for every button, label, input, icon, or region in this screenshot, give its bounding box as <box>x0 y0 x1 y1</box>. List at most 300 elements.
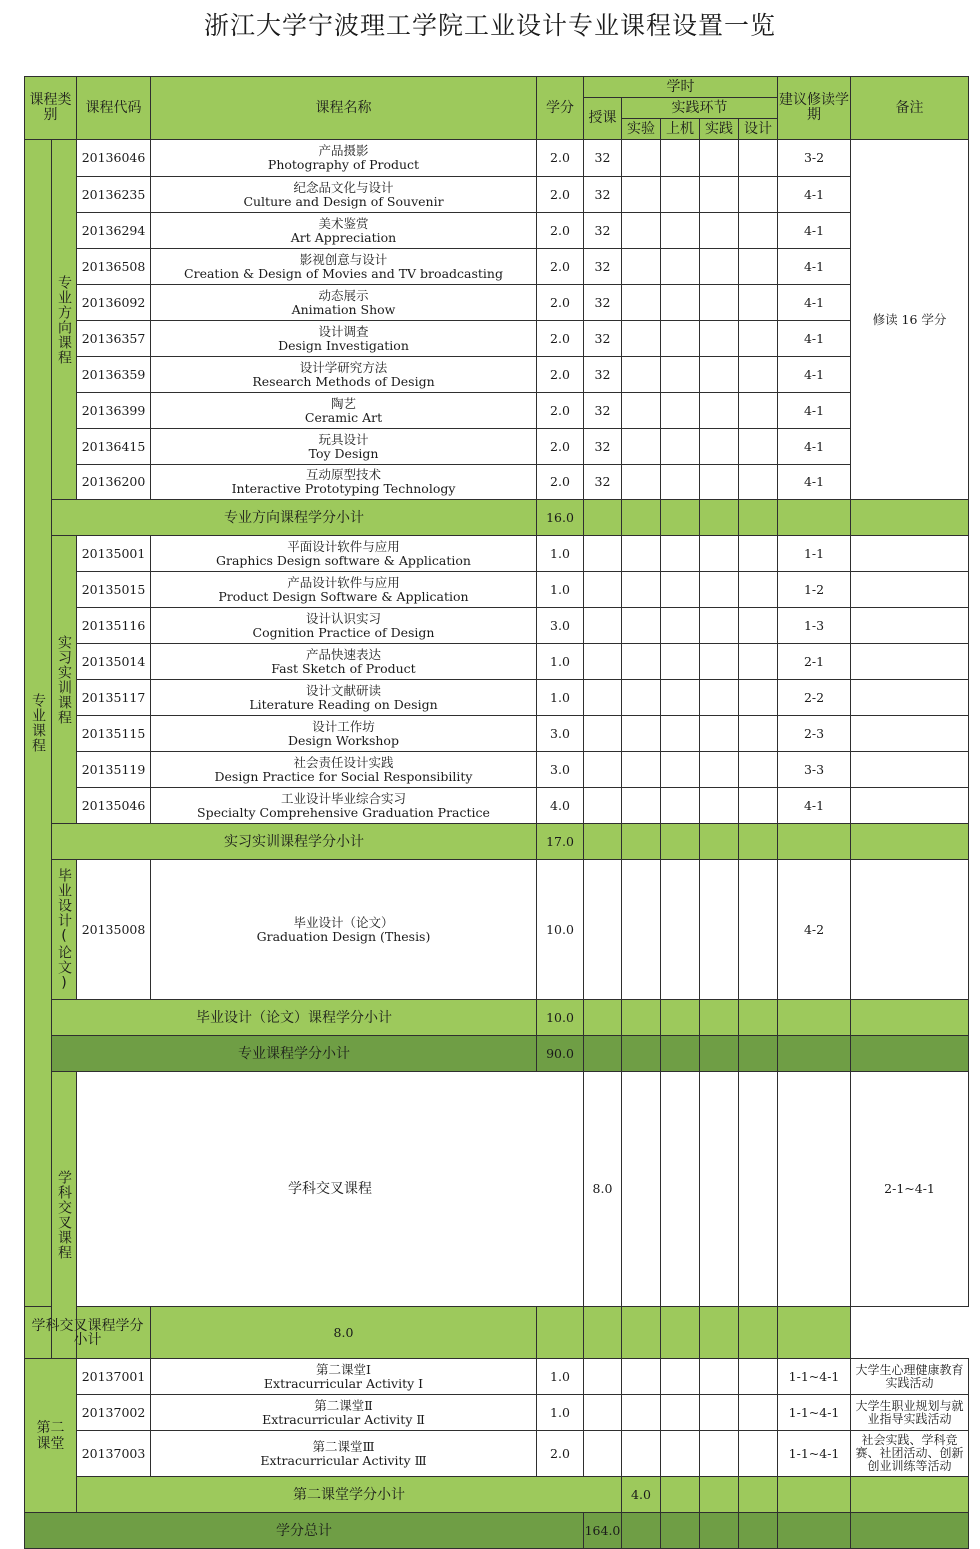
table-row <box>25 752 969 788</box>
table-row <box>25 716 969 752</box>
course-credit: 2.0 <box>537 249 584 285</box>
empty-cell <box>739 860 778 1000</box>
interdisciplinary-subtotal: 8.0 <box>151 1307 537 1359</box>
header-name: 课程名称 <box>151 77 537 140</box>
empty-cell <box>584 1431 622 1477</box>
empty-cell <box>700 1072 739 1307</box>
table-row <box>25 429 969 465</box>
empty-cell <box>851 1000 969 1036</box>
course-name-en: Animation Show <box>291 301 396 317</box>
category-interdisciplinary: 学科交叉课程 <box>52 1072 77 1359</box>
empty-cell <box>739 572 778 608</box>
course-term: 2-2 <box>778 680 851 716</box>
course-name-en: Creation & Design of Movies and TV broadcasting <box>184 265 503 281</box>
empty-cell <box>661 1036 700 1072</box>
empty-cell <box>700 716 739 752</box>
table-row <box>25 140 969 177</box>
practice-subtotal-label: 实习实训课程学分小计 <box>52 824 537 860</box>
empty-cell <box>584 680 622 716</box>
course-term: 4-1 <box>778 465 851 500</box>
empty-cell <box>700 465 739 500</box>
empty-cell <box>622 536 661 572</box>
course-name <box>151 752 537 788</box>
course-name <box>151 140 537 177</box>
empty-cell <box>739 177 778 213</box>
course-code: 20135008 <box>77 860 151 1000</box>
empty-cell <box>622 1072 661 1307</box>
course-code: 20135015 <box>77 572 151 608</box>
course-name <box>151 213 537 249</box>
empty-cell <box>700 1431 739 1477</box>
empty-cell <box>661 644 700 680</box>
header-term: 建议修读学期 <box>778 77 851 140</box>
empty-cell <box>739 1307 778 1359</box>
empty-cell <box>739 465 778 500</box>
empty-cell <box>622 608 661 644</box>
course-name-cn: 第二课堂Ⅲ <box>312 1438 375 1454</box>
empty-cell <box>700 608 739 644</box>
empty-cell <box>661 860 700 1000</box>
empty-cell <box>700 860 739 1000</box>
empty-cell <box>700 572 739 608</box>
course-name-cn: 工业设计毕业综合实习 <box>280 790 406 806</box>
table-row <box>25 1431 969 1477</box>
empty-cell <box>622 752 661 788</box>
header-lecture: 授课 <box>584 98 622 140</box>
course-term: 4-1 <box>778 429 851 465</box>
empty-cell <box>661 536 700 572</box>
course-term: 4-1 <box>778 285 851 321</box>
interdisciplinary-subtotal-label: 学科交叉课程学分小计 <box>25 1307 151 1359</box>
empty-cell <box>700 357 739 393</box>
course-credit: 2.0 <box>537 140 584 177</box>
course-name-cn: 产品摄影 <box>318 143 369 158</box>
course-name-cn: 影视创意与设计 <box>299 251 388 267</box>
header-computer: 上机 <box>661 119 700 140</box>
category-second: 第二课堂 <box>25 1359 77 1513</box>
course-credit: 2.0 <box>537 285 584 321</box>
course-name-en: Toy Design <box>308 445 379 461</box>
empty-cell <box>661 680 700 716</box>
course-credit: 10.0 <box>537 860 584 1000</box>
empty-cell <box>584 572 622 608</box>
course-term: 3-2 <box>778 140 851 177</box>
table-row <box>25 249 969 285</box>
course-term: 2-1~4-1 <box>851 1072 969 1307</box>
empty-cell <box>584 500 622 536</box>
empty-cell <box>700 1477 739 1513</box>
empty-cell <box>584 788 622 824</box>
course-term: 1-1 <box>778 536 851 572</box>
course-credit: 1.0 <box>537 572 584 608</box>
header-category: 课程类别 <box>25 77 77 140</box>
course-name <box>151 357 537 393</box>
header-credit: 学分 <box>537 77 584 140</box>
category-practice: 实习实训课程 <box>52 536 77 824</box>
course-code: 20136508 <box>77 249 151 285</box>
empty-cell <box>661 1431 700 1477</box>
major-subtotal: 90.0 <box>537 1036 584 1072</box>
table-row <box>25 1359 969 1395</box>
empty-cell <box>739 213 778 249</box>
course-name-en: Extracurricular Activity Ⅰ <box>263 1375 424 1391</box>
empty-cell <box>661 249 700 285</box>
empty-cell <box>661 1072 700 1307</box>
empty-cell <box>622 393 661 429</box>
empty-cell <box>778 1307 851 1359</box>
empty-cell <box>622 1359 661 1395</box>
course-term: 1-1~4-1 <box>778 1359 851 1395</box>
page-title: 浙江大学宁波理工学院工业设计专业课程设置一览 <box>203 11 776 40</box>
empty-cell <box>739 752 778 788</box>
empty-cell <box>700 680 739 716</box>
empty-cell <box>622 1513 661 1549</box>
empty-cell <box>700 1307 739 1359</box>
course-code: 20135046 <box>77 788 151 824</box>
course-code: 20135001 <box>77 536 151 572</box>
course-term: 4-1 <box>778 393 851 429</box>
course-name-en: Design Investigation <box>278 337 409 353</box>
empty-cell <box>851 752 969 788</box>
course-name-en: Cognition Practice of Design <box>252 624 435 640</box>
empty-cell <box>622 1431 661 1477</box>
course-credit: 4.0 <box>537 788 584 824</box>
empty-cell <box>778 824 851 860</box>
empty-cell <box>584 536 622 572</box>
course-name-cn: 社会责任设计实践 <box>293 754 394 770</box>
course-code: 20136294 <box>77 213 151 249</box>
course-code: 20136415 <box>77 429 151 465</box>
course-term: 4-1 <box>778 321 851 357</box>
empty-cell <box>700 500 739 536</box>
course-table <box>24 76 969 1549</box>
course-lecture-hours: 32 <box>584 140 622 177</box>
practice-subtotal: 17.0 <box>537 824 584 860</box>
direction-subtotal: 16.0 <box>537 500 584 536</box>
empty-cell <box>584 1000 622 1036</box>
course-name-en: Interactive Prototyping Technology <box>231 481 456 496</box>
empty-cell <box>700 824 739 860</box>
empty-cell <box>700 1395 739 1431</box>
course-name <box>151 608 537 644</box>
empty-cell <box>700 1359 739 1395</box>
empty-cell <box>700 213 739 249</box>
course-term: 4-2 <box>778 860 851 1000</box>
empty-cell <box>661 140 700 177</box>
course-name-cn: 动态展示 <box>318 287 369 303</box>
empty-cell <box>739 1036 778 1072</box>
empty-cell <box>661 1000 700 1036</box>
course-lecture-hours: 32 <box>584 321 622 357</box>
table-row <box>25 213 969 249</box>
empty-cell <box>622 1395 661 1431</box>
course-credit: 3.0 <box>537 608 584 644</box>
table-row <box>25 1307 969 1359</box>
empty-cell <box>584 1036 622 1072</box>
interdisciplinary-name: 学科交叉课程 <box>77 1072 584 1307</box>
course-name-en: Art Appreciation <box>290 229 397 245</box>
course-credit: 2.0 <box>537 429 584 465</box>
empty-cell <box>700 536 739 572</box>
course-name-en: Extracurricular Activity Ⅲ <box>260 1452 427 1468</box>
empty-cell <box>739 608 778 644</box>
course-name-cn: 毕业设计（论文） <box>293 914 394 930</box>
empty-cell <box>661 1307 700 1359</box>
course-code: 20136235 <box>77 177 151 213</box>
course-name <box>151 465 537 500</box>
course-name-cn: 陶艺 <box>330 395 356 411</box>
empty-cell <box>739 788 778 824</box>
category-thesis: 毕业设计(论文) <box>52 860 77 1000</box>
course-code: 20137002 <box>77 1395 151 1431</box>
empty-cell <box>622 1000 661 1036</box>
course-credit: 2.0 <box>537 465 584 500</box>
empty-cell <box>622 680 661 716</box>
empty-cell <box>778 1072 851 1307</box>
empty-cell <box>622 1307 661 1359</box>
empty-cell <box>739 1513 778 1549</box>
course-name <box>151 429 537 465</box>
empty-cell <box>851 1477 969 1513</box>
course-lecture-hours: 32 <box>584 177 622 213</box>
course-code: 20136046 <box>77 140 151 177</box>
empty-cell <box>851 716 969 752</box>
header-code: 课程代码 <box>77 77 151 140</box>
empty-cell <box>778 1513 851 1549</box>
table-row <box>25 393 969 429</box>
empty-cell <box>739 716 778 752</box>
course-name-en: Graduation Design (Thesis) <box>256 928 431 944</box>
empty-cell <box>622 213 661 249</box>
empty-cell <box>739 1072 778 1307</box>
course-name-en: Product Design Software & Application <box>218 588 469 604</box>
empty-cell <box>584 824 622 860</box>
table-row <box>25 860 969 1000</box>
course-term: 2-3 <box>778 716 851 752</box>
header-design: 设计 <box>739 119 778 140</box>
table-row <box>25 285 969 321</box>
course-name <box>151 680 537 716</box>
course-name <box>151 285 537 321</box>
empty-cell <box>661 321 700 357</box>
thesis-subtotal-label: 毕业设计（论文）课程学分小计 <box>52 1000 537 1036</box>
course-credit: 2.0 <box>537 177 584 213</box>
course-name <box>151 321 537 357</box>
empty-cell <box>622 500 661 536</box>
header-experiment: 实验 <box>622 119 661 140</box>
course-remark: 大学生职业规划与就业指导实践活动 <box>851 1395 969 1431</box>
empty-cell <box>584 1359 622 1395</box>
course-term: 1-1~4-1 <box>778 1395 851 1431</box>
course-credit: 1.0 <box>537 1359 584 1395</box>
course-code: 20136357 <box>77 321 151 357</box>
total-credit: 164.0 <box>584 1513 622 1549</box>
table-row <box>25 572 969 608</box>
empty-cell <box>851 1036 969 1072</box>
course-code: 20136359 <box>77 357 151 393</box>
empty-cell <box>851 788 969 824</box>
empty-cell <box>700 249 739 285</box>
course-name-cn: 产品快速表达 <box>305 646 381 662</box>
empty-cell <box>622 177 661 213</box>
empty-cell <box>851 860 969 1000</box>
empty-cell <box>700 321 739 357</box>
course-lecture-hours: 32 <box>584 429 622 465</box>
course-name-cn: 设计调查 <box>318 323 369 339</box>
direction-subtotal-label: 专业方向课程学分小计 <box>52 500 537 536</box>
course-name <box>151 860 537 1000</box>
course-name-cn: 产品设计软件与应用 <box>287 574 400 590</box>
course-name-cn: 纪念品文化与设计 <box>293 179 394 195</box>
empty-cell <box>739 321 778 357</box>
empty-cell <box>661 1513 700 1549</box>
course-term: 1-3 <box>778 608 851 644</box>
course-term: 3-3 <box>778 752 851 788</box>
empty-cell <box>584 608 622 644</box>
course-code: 20136092 <box>77 285 151 321</box>
empty-cell <box>622 860 661 1000</box>
empty-cell <box>700 177 739 213</box>
empty-cell <box>622 140 661 177</box>
empty-cell <box>700 788 739 824</box>
table-row <box>25 644 969 680</box>
course-name-en: Extracurricular Activity Ⅱ <box>262 1411 425 1427</box>
empty-cell <box>851 500 969 536</box>
empty-cell <box>700 1513 739 1549</box>
course-remark: 社会实践、学科竞赛、社团活动、创新创业训练等活动 <box>851 1431 969 1477</box>
course-name-cn: 玩具设计 <box>318 431 369 447</box>
empty-cell <box>739 429 778 465</box>
course-remark: 大学生心理健康教育实践活动 <box>851 1359 969 1395</box>
empty-cell <box>700 285 739 321</box>
empty-cell <box>584 1307 622 1359</box>
header-practice: 实践 <box>700 119 739 140</box>
table-row <box>25 1395 969 1431</box>
empty-cell <box>661 429 700 465</box>
course-lecture-hours: 32 <box>584 393 622 429</box>
header-hours: 学时 <box>584 77 778 98</box>
course-credit: 2.0 <box>537 1431 584 1477</box>
empty-cell <box>584 860 622 1000</box>
table-row <box>25 608 969 644</box>
empty-cell <box>739 393 778 429</box>
empty-cell <box>851 536 969 572</box>
empty-cell <box>661 357 700 393</box>
course-name <box>151 1359 537 1395</box>
course-lecture-hours: 32 <box>584 249 622 285</box>
empty-cell <box>661 572 700 608</box>
course-lecture-hours: 32 <box>584 213 622 249</box>
empty-cell <box>584 644 622 680</box>
course-term: 1-2 <box>778 572 851 608</box>
course-code: 20137001 <box>77 1359 151 1395</box>
course-name-cn: 平面设计软件与应用 <box>287 538 400 554</box>
course-term: 1-1~4-1 <box>778 1431 851 1477</box>
empty-cell <box>661 824 700 860</box>
course-name-cn: 互动原型技术 <box>305 467 381 482</box>
course-name-en: Photography of Product <box>267 157 420 172</box>
course-name-en: Design Practice for Social Responsibility <box>214 768 473 784</box>
table-row <box>25 1477 969 1513</box>
empty-cell <box>739 1000 778 1036</box>
empty-cell <box>739 536 778 572</box>
thesis-subtotal: 10.0 <box>537 1000 584 1036</box>
course-name-cn: 设计认识实习 <box>305 610 381 626</box>
empty-cell <box>739 1477 778 1513</box>
course-name-en: Culture and Design of Souvenir <box>243 193 444 209</box>
table-row <box>25 824 969 860</box>
course-name-en: Specialty Comprehensive Graduation Practice <box>197 804 490 820</box>
table-row <box>25 536 969 572</box>
empty-cell <box>622 572 661 608</box>
empty-cell <box>661 1477 700 1513</box>
table-row <box>25 1072 969 1307</box>
course-credit: 2.0 <box>537 357 584 393</box>
empty-cell <box>700 140 739 177</box>
course-name-en: Ceramic Art <box>304 409 383 425</box>
empty-cell <box>778 1477 851 1513</box>
empty-cell <box>851 644 969 680</box>
direction-remark: 修读 16 学分 <box>851 140 969 500</box>
empty-cell <box>739 1431 778 1477</box>
course-name <box>151 249 537 285</box>
empty-cell <box>700 644 739 680</box>
second-subtotal-label: 第二课堂学分小计 <box>77 1477 622 1513</box>
table-row <box>25 788 969 824</box>
course-credit: 1.0 <box>537 680 584 716</box>
course-name-cn: 第二课堂Ⅱ <box>314 1397 373 1413</box>
empty-cell <box>851 680 969 716</box>
empty-cell <box>700 1036 739 1072</box>
course-term: 2-1 <box>778 644 851 680</box>
empty-cell <box>622 321 661 357</box>
empty-cell <box>661 465 700 500</box>
empty-cell <box>622 716 661 752</box>
empty-cell <box>739 824 778 860</box>
category-major: 专业课程 <box>25 140 52 1307</box>
course-term: 4-1 <box>778 788 851 824</box>
empty-cell <box>584 716 622 752</box>
empty-cell <box>778 1036 851 1072</box>
empty-cell <box>622 465 661 500</box>
course-code: 20135116 <box>77 608 151 644</box>
empty-cell <box>661 285 700 321</box>
empty-cell <box>622 249 661 285</box>
table-row <box>25 1513 969 1549</box>
empty-cell <box>739 500 778 536</box>
course-lecture-hours: 32 <box>584 357 622 393</box>
empty-cell <box>700 429 739 465</box>
empty-cell <box>700 1000 739 1036</box>
course-name-cn: 设计工作坊 <box>312 718 375 734</box>
course-credit: 2.0 <box>537 393 584 429</box>
empty-cell <box>851 1513 969 1549</box>
empty-cell <box>622 644 661 680</box>
empty-cell <box>584 1395 622 1431</box>
course-name <box>151 1431 537 1477</box>
empty-cell <box>622 429 661 465</box>
table-row <box>25 465 969 500</box>
empty-cell <box>584 752 622 788</box>
empty-cell <box>739 249 778 285</box>
course-name-en: Research Methods of Design <box>252 373 435 389</box>
course-credit: 2.0 <box>537 321 584 357</box>
empty-cell <box>739 680 778 716</box>
course-credit: 2.0 <box>537 213 584 249</box>
course-name-cn: 美术鉴赏 <box>318 215 369 231</box>
empty-cell <box>661 608 700 644</box>
header-practice-group: 实践环节 <box>622 98 778 119</box>
